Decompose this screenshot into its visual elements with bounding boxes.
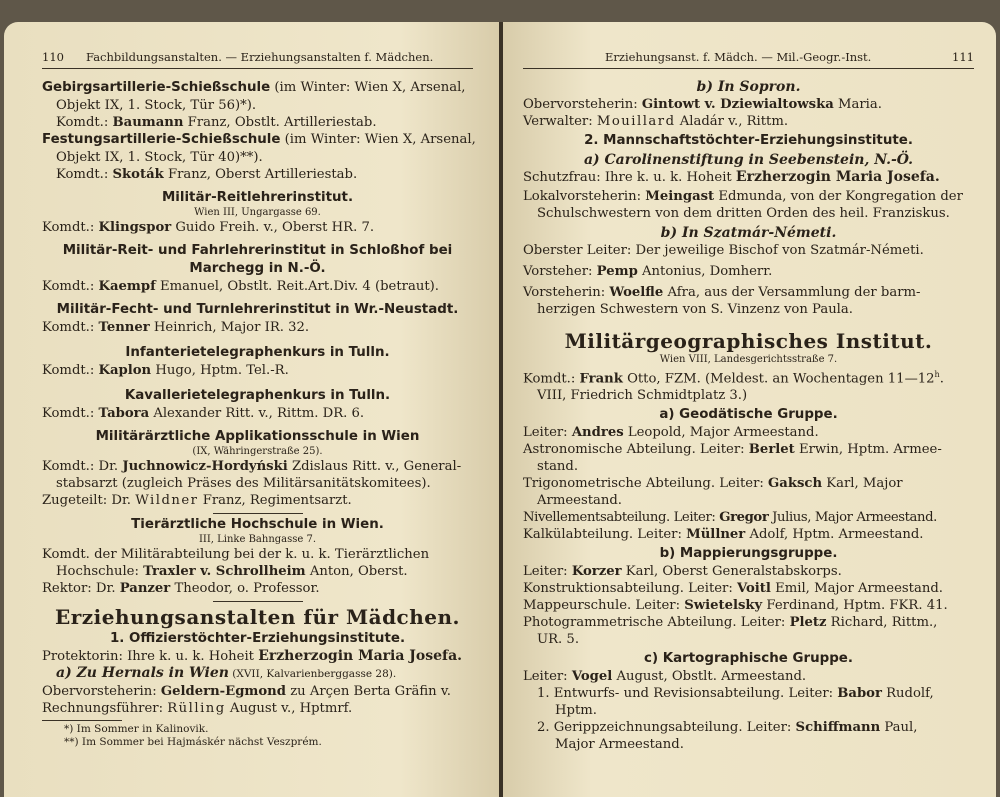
entry-line: Mappeurschule. Leiter: Swietelsky Ferdinand, Hptm. FKR. 41. (523, 598, 948, 614)
left-page (4, 22, 499, 797)
section-title: Militär-Reitlehrerinstitut. (161, 190, 354, 205)
entry-line: Trigonometrische Abteilung. Leiter: Gaksch Karl, Major (523, 476, 903, 492)
divider (213, 601, 303, 602)
entry-line: Armeestand. (537, 493, 622, 509)
section-title: 2. Mannschaftstöchter-Erziehungsinstitute. (584, 133, 913, 148)
right-page (503, 22, 996, 797)
section-title: c) Kartographische Gruppe. (644, 651, 853, 667)
entry-line: Protektorin: Ihre k. u. k. Hoheit Erzherzogin Maria Josefa. (42, 648, 463, 664)
entry-line: VIII, Friedrich Schmidtplatz 3.) (537, 388, 748, 404)
section-title: b) In Szatmár-Németi. (660, 225, 837, 241)
entry-line: Objekt IX, 1. Stock, Tür 56)*). (56, 98, 257, 113)
entry-line: UR. 5. (537, 632, 580, 648)
entry-line: Obervorsteherin: Geldern-Egmond zu Arçen Berta Gräfin v. (42, 684, 451, 699)
section-title: b) Mappierungsgruppe. (659, 546, 838, 562)
entry-line: Komdt.: Klingspor Guido Freih. v., Oberst HR. 7. (42, 220, 375, 235)
entry-line: Verwalter: Mouillard Aladár v., Rittm. (523, 114, 789, 129)
entry-line: Komdt.: Tabora Alexander Ritt. v., Rittm. DR. 6. (42, 406, 365, 421)
entry-line: Kalkülabteilung. Leiter: Müllner Adolf, Hptm. Armeestand. (523, 527, 924, 543)
entry-line: Major Armeestand. (555, 737, 684, 753)
entry-line: Komdt.: Kaplon Hugo, Hptm. Tel.-R. (42, 363, 289, 378)
book-spread (4, 22, 996, 797)
entry-line: Hptm. (555, 703, 597, 719)
entry-line: Obervorsteherin: Gintowt v. Dziewialtowska Maria. (523, 97, 882, 112)
chapter-title: Militärgeographisches Institut. (564, 329, 933, 353)
section-address: Wien VIII, Landesgerichtsstraße 7. (659, 354, 838, 365)
section-title: 1. Offizierstöchter-Erziehungsinstitute. (109, 631, 406, 646)
entry-line: Festungsartillerie-Schießschule (im Winter: Wien X, Arsenal, (42, 132, 476, 147)
section-title: a) Geodätische Gruppe. (659, 407, 838, 423)
entry-line: Vorsteher: Pemp Antonius, Domherr. (523, 264, 773, 279)
section-address: (IX, Währingerstraße 25). (192, 446, 323, 457)
entry-line: Nivellementsabteilung. Leiter: Gregor Julius, Major Armeestand. (523, 510, 937, 526)
entry-line: 2. Gerippzeichnungsabteilung. Leiter: Schiffmann Paul, (537, 720, 918, 736)
entry-line: Komdt.: Skoták Franz, Oberst Artilleriestab. (56, 167, 358, 182)
section-title: Marchegg in N.-Ö. (189, 261, 326, 276)
entry-line: 1. Entwurfs- und Revisionsabteilung. Leiter: Babor Rudolf, (537, 686, 934, 702)
section-title: a) Carolinenstiftung in Seebenstein, N.-Ö. (583, 152, 914, 168)
running-head-text: Erziehungsanst. f. Mädch. — Mil.-Geogr.-Inst. (605, 50, 872, 64)
section-title: Militär-Fecht- und Turnlehrerinstitut in Wr.-Neustadt. (56, 302, 459, 317)
section-title: Infanterietelegraphenkurs in Tulln. (125, 345, 390, 360)
footnote-rule (42, 720, 122, 721)
entry-line: Rechnungsführer: Rülling August v., Hptmrf. (42, 701, 353, 716)
entry-line: Hochschule: Traxler v. Schrollheim Anton, Oberst. (56, 564, 408, 579)
section-title: Kavallerietelegraphenkurs in Tulln. (124, 388, 391, 403)
running-head-text: Fachbildungsanstalten. — Erziehungsanstalten f. Mädchen. (86, 50, 434, 64)
running-header (523, 50, 974, 69)
entry-line: Vorsteherin: Woelfle Afra, aus der Versammlung der barm- (523, 285, 921, 300)
section-title: Militär-Reit- und Fahrlehrerinstitut in Schloßhof bei (62, 243, 453, 258)
entry-line: Zugeteilt: Dr. Wildner Franz, Regimentsarzt. (42, 493, 352, 508)
entry-line: Leiter: Korzer Karl, Oberst Generalstabskorps. (523, 564, 842, 580)
entry-line: Objekt IX, 1. Stock, Tür 40)**). (56, 150, 263, 165)
section-title: Tierärztliche Hochschule in Wien. (131, 517, 384, 532)
section-address: Wien III, Ungargasse 69. (194, 207, 321, 218)
entry-line: Astronomische Abteilung. Leiter: Berlet Erwin, Hptm. Armee- (523, 442, 942, 458)
section-title: Militärärztliche Applikationsschule in Wien (95, 429, 420, 444)
entry-line: Schutzfrau: Ihre k. u. k. Hoheit Erzherzogin Maria Josefa. (523, 169, 940, 185)
page-number: 111 (952, 50, 974, 64)
entry-line: Komdt.: Baumann Franz, Obstlt. Artilleriestab. (56, 115, 377, 130)
entry-line: Komdt. der Militärabteilung bei der k. u. k. Tierärztlichen (42, 547, 430, 562)
entry-line: herzigen Schwestern von S. Vinzenz von Paula. (537, 302, 853, 317)
section-title: b) In Sopron. (696, 79, 801, 95)
entry-line: Schulschwestern von dem dritten Orden des heil. Franziskus. (537, 206, 950, 221)
section-address: III, Linke Bahngasse 7. (198, 534, 317, 545)
running-header (42, 50, 473, 69)
entry-line: Komdt.: Kaempf Emanuel, Obstlt. Reit.Art.Div. 4 (betraut). (42, 279, 439, 294)
entry-line: Rektor: Dr. Panzer Theodor, o. Professor. (42, 581, 320, 596)
entry-line: Gebirgsartillerie-Schießschule (im Winter: Wien X, Arsenal, (42, 80, 466, 95)
entry-line: Lokalvorsteherin: Meingast Edmunda, von der Kongregation der (523, 189, 963, 204)
entry-line: Konstruktionsabteilung. Leiter: Voitl Emil, Major Armeestand. (523, 581, 943, 597)
page-number: 110 (42, 50, 64, 64)
entry-line: Komdt.: Dr. Juchnowicz-Hordyński Zdislaus Ritt. v., General- (42, 459, 462, 474)
footnote: *) Im Sommer in Kalinovik. (64, 723, 209, 735)
chapter-title: Erziehungsanstalten für Mädchen. (54, 605, 461, 629)
entry-line: stand. (537, 459, 579, 475)
divider (213, 513, 303, 514)
footnote: **) Im Sommer bei Hajmáskér nächst Veszprém. (64, 736, 322, 748)
entry-line: Oberster Leiter: Der jeweilige Bischof von Szatmár-Németi. (523, 243, 924, 258)
entry-line: Komdt.: Frank Otto, FZM. (Meldest. an Wochentagen 11—12$^h$. (523, 370, 944, 387)
entry-line: a) Zu Hernals in Wien (XVII, Kalvarienberggasse 28). (56, 665, 397, 681)
entry-line: Leiter: Andres Leopold, Major Armeestand. (523, 425, 819, 441)
entry-line: Leiter: Vogel August, Obstlt. Armeestand. (523, 669, 807, 685)
entry-line: Photogrammetrische Abteilung. Leiter: Pletz Richard, Rittm., (523, 615, 938, 631)
entry-line: stabsarzt (zugleich Präses des Militärsanitätskomitees). (56, 476, 431, 491)
entry-line: Komdt.: Tenner Heinrich, Major IR. 32. (42, 320, 310, 335)
